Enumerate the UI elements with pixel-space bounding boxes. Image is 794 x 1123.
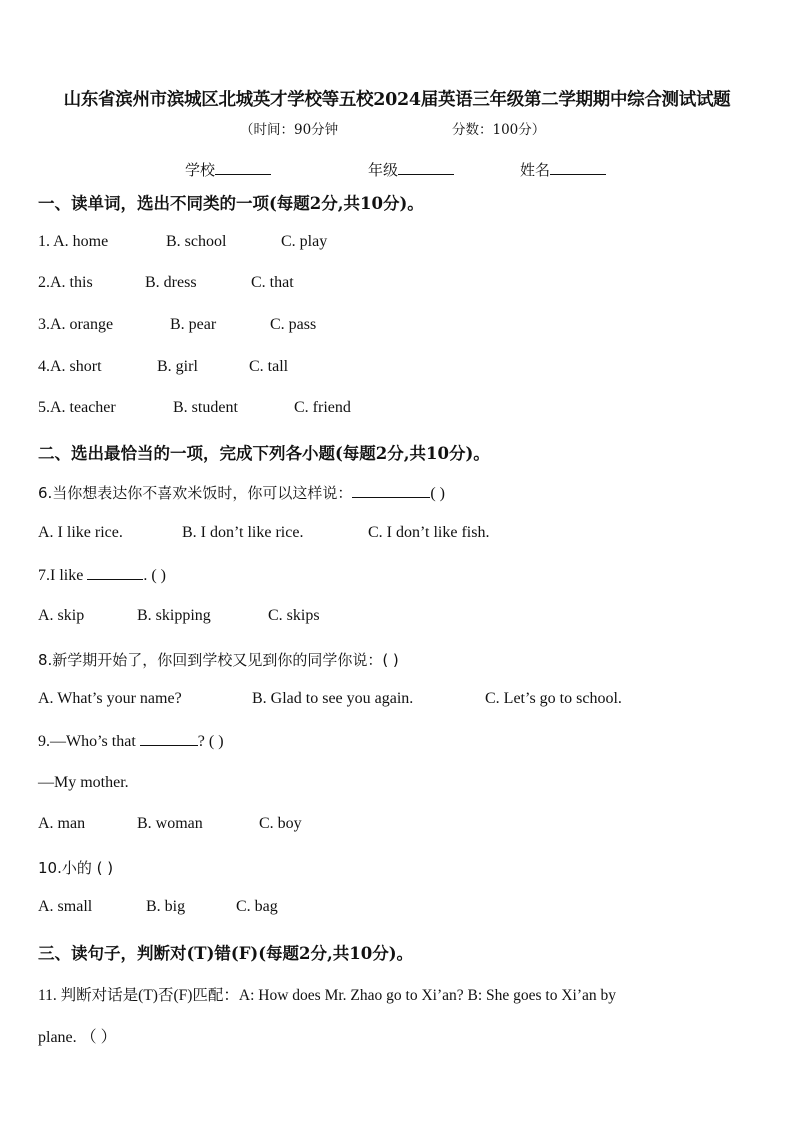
q8-stem	[38, 649, 399, 670]
q11-stem: 11. 判断对话是(T)否(F)匹配：A: How does Mr. Zhao go to Xi’an? B: She goes to Xi’an by	[38, 987, 617, 1004]
q10-stem-text: 10.小的 ( )	[38, 859, 114, 877]
q9-stem-b: ? ( )	[197, 733, 224, 750]
q6-option-b: B. I don’t like rice.	[182, 524, 304, 541]
q8-stem-text: 8.新学期开始了，你回到学校又见到你的同学你说：( )	[38, 651, 399, 669]
q8-option-a: A. What’s your name?	[38, 690, 182, 707]
q9-option-b: B. woman	[137, 815, 203, 832]
q7-stem	[38, 566, 166, 585]
q2-option-c: C. that	[251, 274, 294, 291]
q10-option-b: B. big	[146, 898, 186, 915]
name-label: 姓名	[520, 161, 551, 179]
name-blank[interactable]	[550, 162, 606, 175]
q6-stem-text: 6.当你想表达你不喜欢米饭时，你可以这样说：	[38, 484, 353, 502]
q6-stem	[38, 482, 445, 503]
q7-option-a: A. skip	[38, 607, 85, 624]
q9-answer-blank[interactable]	[140, 732, 198, 746]
school-label: 学校	[185, 161, 216, 179]
q10-option-c: C. bag	[236, 898, 278, 915]
exam-score: 分数：100分）	[452, 122, 546, 138]
q9-stem	[38, 732, 224, 751]
q7-option-c: C. skips	[268, 607, 320, 624]
q4-option-c: C. tall	[249, 358, 289, 375]
q7-stem-b: . ( )	[143, 567, 166, 584]
q3-option-b: B. pear	[170, 316, 217, 333]
q1-option-b: B. school	[166, 233, 227, 250]
name-field	[520, 159, 606, 180]
q5-option-c: C. friend	[294, 399, 351, 416]
q4-option-b: B. girl	[157, 358, 198, 375]
q4-option-a: 4.A. short	[38, 358, 102, 375]
q5-option-b: B. student	[173, 399, 238, 416]
grade-label: 年级	[368, 161, 399, 179]
q5-option-a: 5.A. teacher	[38, 399, 116, 416]
exam-title: 山东省滨州市滨城区北城英才学校等五校2024届英语三年级第二学期期中综合测试试题	[63, 90, 731, 110]
q9-stem-a: 9.—Who’s that	[38, 733, 140, 750]
q6-paren: ( )	[430, 485, 445, 502]
exam-time: （时间：90分钟	[240, 122, 339, 138]
school-field	[185, 159, 271, 180]
section-2-heading: 二、选出最恰当的一项，完成下列各小题(每题2分,共10分)。	[38, 444, 490, 463]
q8-option-c: C. Let’s go to school.	[485, 690, 622, 707]
q2-option-b: B. dress	[145, 274, 197, 291]
q3-option-a: 3.A. orange	[38, 316, 114, 333]
grade-blank[interactable]	[398, 162, 454, 175]
q8-option-b: B. Glad to see you again.	[252, 690, 414, 707]
q1-option-a: 1. A. home	[38, 233, 109, 250]
q6-option-c: C. I don’t like fish.	[368, 524, 490, 541]
q9-option-a: A. man	[38, 815, 86, 832]
school-blank[interactable]	[215, 162, 271, 175]
q7-option-b: B. skipping	[137, 607, 211, 624]
section-3-heading: 三、读句子，判断对(T)错(F)(每题2分,共10分)。	[38, 944, 414, 963]
q6-option-a: A. I like rice.	[38, 524, 123, 541]
q9-option-c: C. boy	[259, 815, 302, 832]
q6-answer-blank[interactable]	[352, 484, 430, 498]
q7-stem-a: 7.I like	[38, 567, 88, 584]
q1-option-c: C. play	[281, 233, 328, 250]
q7-answer-blank[interactable]	[87, 566, 143, 580]
q10-stem	[38, 857, 113, 878]
grade-field	[368, 159, 454, 180]
q3-option-c: C. pass	[270, 316, 317, 333]
q9-answer: —My mother.	[38, 774, 129, 791]
section-1-heading: 一、读单词，选出不同类的一项(每题2分,共10分)。	[38, 194, 424, 213]
q2-option-a: 2.A. this	[38, 274, 93, 291]
q11-continuation: plane. （ ）	[38, 1029, 117, 1046]
q10-option-a: A. small	[38, 898, 93, 915]
